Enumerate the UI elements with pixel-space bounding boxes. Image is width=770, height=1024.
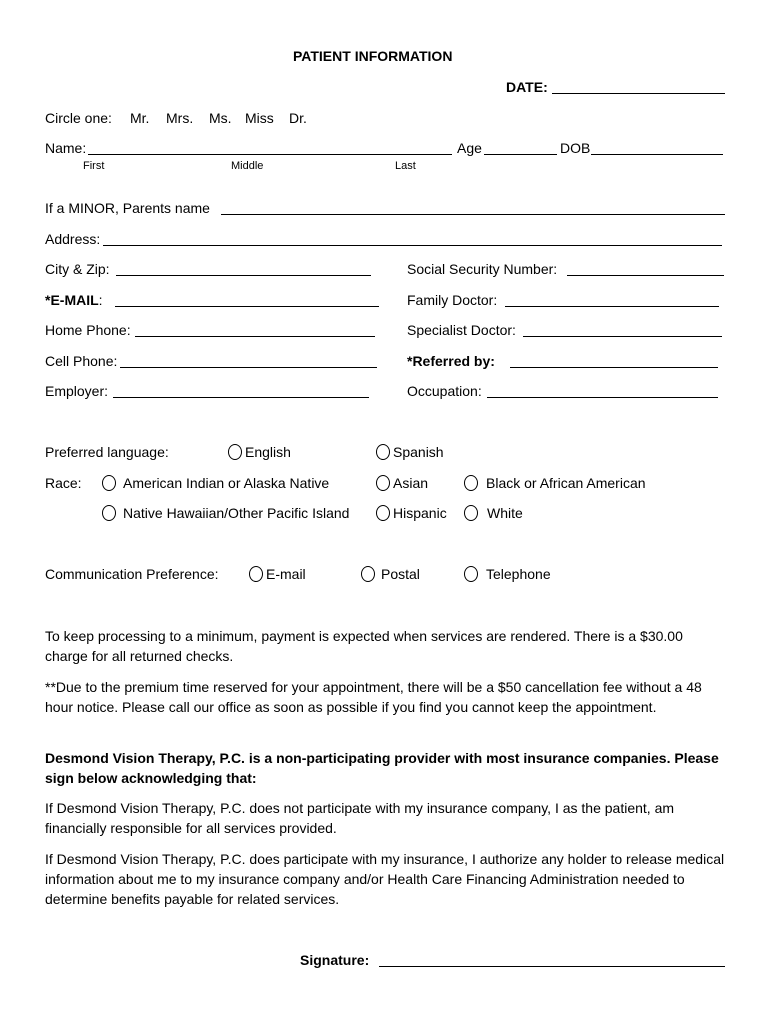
not-participate-paragraph: If Desmond Vision Therapy, P.C. does not participate with my insurance company, I as the patient, am financially responsible for all services provided.	[45, 800, 675, 836]
language-label: Preferred language:	[45, 444, 169, 460]
ssn-field[interactable]	[567, 275, 724, 276]
home-phone-field[interactable]	[135, 336, 375, 337]
email-label-colon: :	[98, 292, 103, 308]
race-american-indian-radio[interactable]	[102, 475, 116, 491]
race-black-label: Black or African American	[486, 475, 646, 491]
minor-parents-label: If a MINOR, Parents name	[45, 200, 210, 216]
employer-field[interactable]	[113, 397, 369, 398]
communication-email-label: E-mail	[266, 566, 306, 582]
occupation-label: Occupation:	[407, 383, 482, 399]
city-zip-label: City & Zip:	[45, 261, 110, 277]
name-field[interactable]	[88, 154, 452, 155]
specialist-doctor-label: Specialist Doctor:	[407, 322, 516, 338]
address-field[interactable]	[103, 245, 722, 246]
dob-label: DOB	[560, 140, 591, 156]
salutation-dr[interactable]: Dr.	[289, 110, 307, 126]
language-spanish-label: Spanish	[393, 444, 444, 460]
home-phone-label: Home Phone:	[45, 322, 131, 338]
family-doctor-label: Family Doctor:	[407, 292, 498, 308]
referred-by-label: *Referred by:	[407, 353, 495, 369]
communication-telephone-radio[interactable]	[464, 566, 478, 582]
language-english-label: English	[245, 444, 291, 460]
name-sub-last: Last	[395, 160, 416, 172]
race-native-hawaiian-label: Native Hawaiian/Other Pacific Island	[123, 505, 350, 521]
email-label-text: E-MAIL	[50, 292, 99, 308]
family-doctor-field[interactable]	[505, 306, 719, 307]
language-spanish-radio[interactable]	[376, 444, 390, 460]
occupation-field[interactable]	[487, 397, 718, 398]
communication-telephone-label: Telephone	[486, 566, 551, 582]
salutation-mr[interactable]: Mr.	[130, 110, 150, 126]
provider-notice-paragraph: Desmond Vision Therapy, P.C. is a non-participating provider with most insurance companies. Please sign below acknowledging that:	[45, 750, 719, 786]
email-required-star: *	[45, 292, 51, 308]
age-label: Age	[457, 140, 482, 156]
page-title: PATIENT INFORMATION	[293, 48, 453, 64]
salutation-label: Circle one:	[45, 110, 112, 126]
cell-phone-field[interactable]	[120, 367, 377, 368]
email-label	[45, 292, 103, 309]
specialist-doctor-field[interactable]	[523, 336, 722, 337]
city-zip-field[interactable]	[116, 275, 371, 276]
minor-parents-field[interactable]	[221, 214, 725, 215]
employer-label: Employer:	[45, 383, 109, 399]
dob-field[interactable]	[591, 154, 723, 155]
participate-paragraph: If Desmond Vision Therapy, P.C. does participate with my insurance, I authorize any holder to release medical information about me to my insurance company and/or Health Care Financing Administration needed to determine benefits payable for related services.	[45, 851, 725, 907]
race-american-indian-label: American Indian or Alaska Native	[123, 475, 330, 491]
ssn-label: Social Security Number:	[407, 261, 558, 277]
salutation-mrs[interactable]: Mrs.	[166, 110, 194, 126]
cancellation-paragraph: **Due to the premium time reserved for your appointment, there will be a $50 cancellation fee without a 48 hour notice. Please call our office as soon as possible if you find you cannot keep the appointment.	[45, 679, 702, 715]
communication-postal-radio[interactable]	[361, 566, 375, 582]
race-native-hawaiian-radio[interactable]	[102, 505, 116, 521]
race-white-radio[interactable]	[464, 505, 478, 521]
name-label: Name:	[45, 140, 87, 156]
name-sub-first: First	[83, 160, 105, 172]
communication-label: Communication Preference:	[45, 566, 219, 582]
email-field[interactable]	[115, 306, 379, 307]
signature-label: Signature:	[300, 952, 370, 968]
language-english-radio[interactable]	[228, 444, 242, 460]
signature-field[interactable]	[379, 966, 725, 967]
age-field[interactable]	[484, 154, 557, 155]
cell-phone-label: Cell Phone:	[45, 353, 118, 369]
race-asian-radio[interactable]	[376, 475, 390, 491]
address-label: Address:	[45, 231, 101, 247]
salutation-miss[interactable]: Miss	[245, 110, 274, 126]
payment-paragraph: To keep processing to a minimum, payment is expected when services are rendered. There is a $30.00 charge for all returned checks.	[45, 628, 683, 664]
date-label: DATE:	[506, 79, 548, 95]
race-asian-label: Asian	[393, 475, 429, 491]
referred-by-field[interactable]	[510, 367, 718, 368]
race-hispanic-label: Hispanic	[393, 505, 447, 521]
communication-email-radio[interactable]	[249, 566, 263, 582]
race-black-radio[interactable]	[464, 475, 478, 491]
name-sub-middle: Middle	[231, 160, 264, 172]
salutation-ms[interactable]: Ms.	[209, 110, 232, 126]
race-hispanic-radio[interactable]	[376, 505, 390, 521]
date-field[interactable]	[552, 93, 725, 94]
communication-postal-label: Postal	[381, 566, 420, 582]
race-white-label: White	[487, 505, 523, 521]
race-label: Race:	[45, 475, 82, 491]
